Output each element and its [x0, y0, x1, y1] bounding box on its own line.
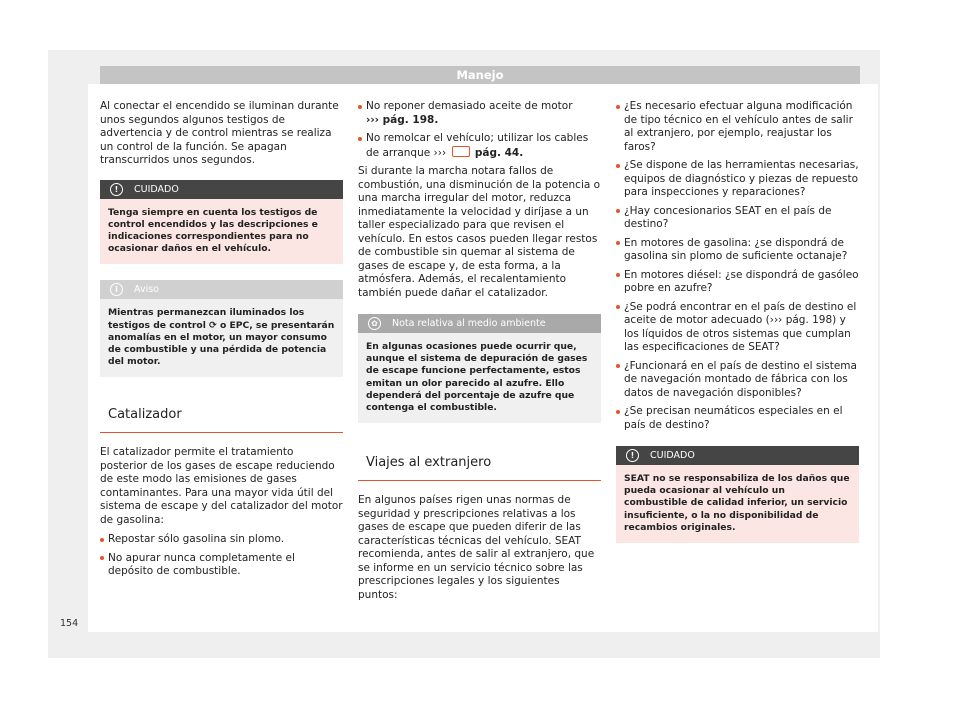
column-1 [100, 100, 343, 579]
caution-title: CUIDADO [134, 183, 179, 195]
viajes-paragraph: En algunos países rigen unas normas de seguridad y prescripciones relativas a los gases de escape que pueden diferir de las características técnicas del vehículo. SEAT recomienda, antes de salir al extranjero, que se informe en un servicio técnico sobre las prescripciones legales y los siguientes puntos: [358, 494, 595, 601]
warning-icon: ! [626, 449, 639, 462]
catalizador-paragraph: El catalizador permite el tratamiento posterior de los gases de escape reduciendo de este modo las emisiones de gases contaminantes. Para una mayor vida útil del sistema de escape y del catalizador del motor de gasolina: [100, 446, 343, 526]
environment-title: Nota relativa al medio ambiente [392, 318, 546, 329]
info-icon: i [110, 283, 123, 296]
caution-box [100, 180, 343, 265]
note-box [100, 280, 343, 377]
caution-header [100, 180, 343, 199]
bullet-item: ¿Funcionará en el país de destino el sistema de navegación montado de fábrica con los datos de navegación disponibles? [616, 360, 859, 401]
bullet-item: ¿Hay concesionarios SEAT en el país de destino? [616, 205, 859, 232]
bullet-item: En motores diésel: ¿se dispondrá de gasóleo pobre en azufre? [616, 269, 859, 296]
page-number: 154 [60, 618, 79, 629]
page-reference-link[interactable]: ››› pág. 198. [366, 113, 439, 126]
caution-box-2 [616, 446, 859, 543]
bullet-item: ¿Es necesario efectuar alguna modificación de tipo técnico en el vehículo antes de salir al extranjero, por ejemplo, reajustar los faros? [616, 100, 859, 154]
caution-header-2 [616, 446, 859, 465]
caution-title-2: CUIDADO [650, 450, 695, 461]
warning-icon: ! [110, 183, 123, 196]
note-text: Mientras permanezcan iluminados los testigos de control ⟳ o EPC, se presentarán anomalías en el motor, un mayor consumo de combustible y una pérdida de potencia del motor. [100, 299, 343, 377]
bullet-item [358, 100, 601, 127]
section-title-catalizador: Catalizador [100, 399, 343, 433]
bullet-item: En motores de gasolina: ¿se dispondrá de gasolina sin plomo de suficiente octanaje? [616, 237, 859, 264]
page-header: Manejo [100, 66, 860, 84]
bullet-item: ¿Se dispone de las herramientas necesarias, equipos de diagnóstico y piezas de repuesto para inspecciones y reparaciones? [616, 159, 859, 200]
bullet-item: ¿Se podrá encontrar en el país de destino el aceite de motor adecuado (››› pág. 198) y los líquidos de otros sistemas que cumplan las especificaciones de SEAT? [616, 301, 859, 355]
environment-header [358, 314, 601, 333]
column-3 [616, 100, 859, 543]
column-2 [358, 100, 601, 602]
environment-note-box [358, 314, 601, 423]
fallos-paragraph: Si durante la marcha notara fallos de combustión, una disminución de la potencia o una marcha irregular del motor, reduzca inmediatamente la velocidad y diríjase a un taller especializado para que revisen el vehículo. En estos casos pueden llegar restos de combustible sin quemar al sistema de gases de escape y, de esta forma, a la atmósfera. Además, el recalentamiento también puede dañar el catalizador. [358, 165, 601, 299]
bullet-item: ¿Se precisan neumáticos especiales en el país de destino? [616, 405, 859, 432]
bullet-item: Repostar sólo gasolina sin plomo. [100, 533, 343, 547]
car-icon [452, 146, 470, 157]
environment-icon: ✿ [368, 317, 381, 330]
caution-text-2: SEAT no se responsabiliza de los daños que pueda ocasionar al vehículo un combustible de calidad inferior, un servicio insuficiente, o la no disponibilidad de recambios originales. [616, 465, 859, 543]
page-reference-link[interactable]: pág. 44. [474, 146, 524, 159]
bullet-item: No apurar nunca completamente el depósito de combustible. [100, 552, 343, 579]
section-title-viajes: Viajes al extranjero [358, 447, 601, 481]
intro-paragraph: Al conectar el encendido se iluminan durante unos segundos algunos testigos de advertencia y de control mientras se realiza un control de la función. Se apagan transcurridos unos segundos. [100, 100, 339, 166]
note-title: Aviso [134, 284, 159, 296]
environment-text: En algunas ocasiones puede ocurrir que, aunque el sistema de depuración de gases de escape funcione perfectamente, estos emitan un olor parecido al azufre. Ello dependerá del porcentaje de azufre que contenga el combustible. [358, 333, 601, 423]
caution-text: Tenga siempre en cuenta los testigos de control encendidos y las descripciones e indicaciones correspondientes para no ocasionar daños en el vehículo. [100, 199, 343, 265]
bullet-item [358, 132, 601, 160]
bullet-text: No reponer demasiado aceite de motor [366, 100, 573, 112]
note-header [100, 280, 343, 299]
bullet-text: No remolcar el vehículo; utilizar los cables de arranque ››› [366, 132, 589, 159]
